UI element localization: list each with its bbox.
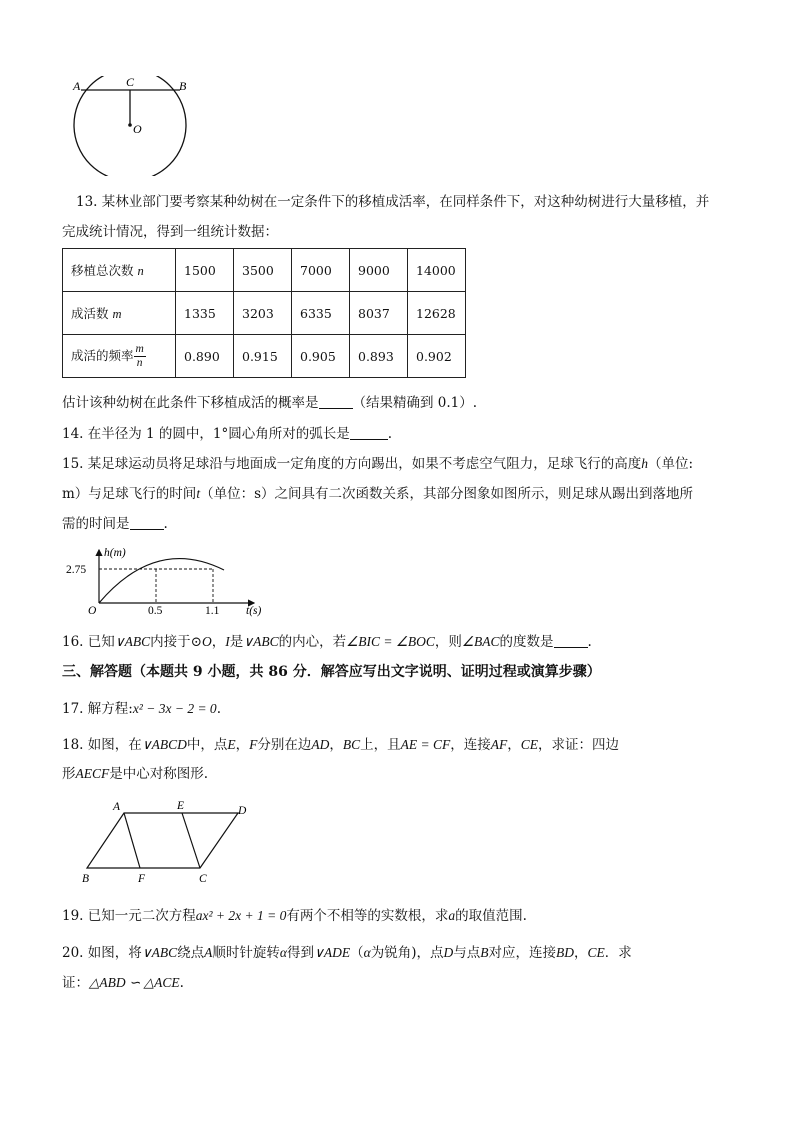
q18-text: 18. 如图，在	[62, 737, 142, 753]
q13-line2: 完成统计情况，得到一组统计数据：	[62, 224, 278, 240]
q20-text: ，	[574, 945, 588, 961]
q16-text: 的度数是	[499, 634, 554, 650]
q14-line	[62, 424, 392, 444]
q13-answer-note: （结果精确到 0.1）.	[352, 395, 478, 411]
stats-table	[62, 248, 466, 378]
q17-text: 17. 解方程:	[62, 701, 133, 717]
q20-text: 得到	[287, 945, 314, 961]
q18-text: ，连接	[450, 737, 491, 753]
table-cell: 0.890	[176, 335, 234, 378]
math: BC	[342, 737, 361, 752]
q15-end: .	[163, 516, 168, 532]
x-tick-label-1: 0.5	[148, 605, 163, 617]
math: △ABD ∽ △ACE	[89, 975, 180, 990]
origin-label: O	[88, 605, 97, 617]
q16-text: ，	[211, 634, 226, 650]
math: BD	[556, 945, 574, 960]
q15-text: 15. 某足球运动员将足球沿与地面成一定角度的方向踢出，如果不考虑空气阻力，足球飞行的高度	[62, 456, 642, 472]
q17-end: .	[216, 701, 221, 717]
label-b: B	[82, 873, 90, 885]
math: a	[448, 908, 456, 923]
equation: ax² + 2x + 1 = 0	[195, 908, 287, 923]
var-h: h	[641, 456, 649, 471]
row-label: 移植总次数	[71, 263, 134, 278]
q15-line1	[62, 454, 693, 474]
row-header	[63, 292, 176, 335]
table-row	[63, 292, 466, 335]
math: E	[227, 737, 236, 752]
q13-line1: 13. 某林业部门要考察某种幼树在一定条件下的移植成活率，在同样条件下，对这种幼树进行大量移植，并	[76, 194, 710, 210]
q16-end: .	[587, 634, 592, 650]
table-cell: 14000	[408, 249, 466, 292]
math: ∨ABC	[243, 634, 279, 649]
table-cell: 0.893	[350, 335, 408, 378]
parallelogram-abcd	[87, 813, 238, 868]
q15-text: 需的时间是	[62, 516, 130, 532]
y-tick-label: 2.75	[66, 564, 87, 576]
q17-line	[62, 699, 221, 719]
table-cell: 0.902	[408, 335, 466, 378]
frac-num: m	[135, 342, 144, 355]
center-dot	[128, 123, 132, 127]
q20-text: 20. 如图，将	[62, 945, 142, 961]
q18-text: 是中心对称图形.	[109, 766, 209, 782]
math: ∠BAC	[461, 634, 500, 649]
q18-text: 中，点	[186, 737, 228, 753]
q20-text: （	[350, 945, 364, 961]
answer-blank	[554, 633, 588, 648]
label-f: F	[138, 873, 146, 885]
q19-text: 有两个不相等的实数根，求	[286, 908, 449, 924]
table-row	[63, 335, 466, 378]
section-heading: 三、解答题（本题共 9 小题，共 86 分．解答应写出文字说明、证明过程或演算步骤）	[62, 664, 601, 680]
math: ∨ABC	[114, 634, 151, 649]
var-t: t	[196, 486, 201, 501]
math: ∨ABC	[141, 945, 178, 960]
math: O	[201, 634, 212, 649]
q18-text: ，	[329, 737, 343, 753]
math: D	[443, 945, 454, 960]
q20-text: 对应，连接	[488, 945, 556, 961]
parallelogram-figure	[78, 796, 258, 888]
table-cell: 1500	[176, 249, 234, 292]
q15-line3	[62, 514, 168, 534]
q13-answer-line	[62, 393, 477, 413]
circle-figure	[66, 76, 196, 176]
q18-text: ，	[235, 737, 250, 753]
math: AD	[311, 737, 330, 752]
y-axis-label: h(m)	[104, 547, 126, 559]
table-row	[63, 249, 466, 292]
parabola-graph	[64, 544, 274, 620]
answer-blank	[319, 394, 353, 409]
table-cell: 7000	[292, 249, 350, 292]
x-axis-label: t(s)	[246, 605, 262, 617]
q16-text: ，则	[434, 634, 462, 650]
q20-end: .	[179, 975, 184, 991]
label-b: B	[179, 79, 187, 93]
table-cell: 9000	[350, 249, 408, 292]
label-o: O	[133, 122, 142, 136]
math: F	[249, 737, 258, 752]
math: CE	[587, 945, 605, 960]
table-cell: 0.915	[234, 335, 292, 378]
q15-text: （单位：s）之间具有二次函数关系，其部分图象如图所示，则足球从踢出到落地所	[200, 486, 694, 502]
math: ∠BIC = ∠BOC	[346, 634, 435, 649]
table-cell: 3500	[234, 249, 292, 292]
q19-line	[62, 906, 527, 926]
q20-line1	[62, 943, 632, 963]
q15-text: m）与足球飞行的时间	[62, 486, 197, 502]
label-e: E	[177, 800, 185, 812]
math: A	[204, 945, 213, 960]
row-label: 成活数	[71, 306, 109, 321]
label-d: D	[238, 805, 247, 817]
q18-text: ，求证：四边	[538, 737, 620, 753]
q18-line2	[62, 764, 208, 784]
table-cell: 3203	[234, 292, 292, 335]
row-header	[63, 335, 176, 378]
label-c: C	[126, 76, 135, 89]
q15-line2	[62, 484, 693, 504]
q18-text: 分别在边	[257, 737, 312, 753]
q20-text: 绕点	[177, 945, 205, 961]
answer-blank	[130, 515, 164, 530]
q20-line2	[62, 973, 184, 993]
math: CE	[520, 737, 539, 752]
math: AECF	[75, 766, 110, 781]
math: α	[363, 945, 371, 960]
q13-answer-text: 估计该种幼树在此条件下移植成活的概率是	[62, 395, 319, 411]
q14-end: .	[387, 426, 393, 442]
q20-text: 顺时针旋转	[212, 945, 280, 961]
segment-ce	[182, 813, 200, 868]
q16-text: 16. 已知	[62, 634, 115, 650]
row-var: n	[137, 264, 144, 278]
q16-text: 内接于⊙	[150, 634, 202, 650]
q18-line1	[62, 735, 619, 755]
segment-af	[124, 813, 140, 868]
fraction-m-over-n	[134, 343, 146, 370]
q20-text: 为锐角)，点	[370, 945, 444, 961]
table-cell: 12628	[408, 292, 466, 335]
label-a: A	[73, 79, 81, 93]
math: α	[279, 945, 287, 960]
math: ∨ADE	[314, 945, 351, 960]
table-cell: 6335	[292, 292, 350, 335]
q16-line	[62, 632, 592, 652]
q20-text: 与点	[453, 945, 481, 961]
q19-text: 的取值范围.	[455, 908, 527, 924]
q20-text: ．求	[604, 945, 632, 961]
q20-text: 证：	[62, 975, 89, 991]
math: B	[480, 945, 489, 960]
equation: x² − 3x − 2 = 0	[132, 701, 217, 716]
label-a: A	[113, 801, 121, 813]
row-header	[63, 249, 176, 292]
math: AF	[490, 737, 508, 752]
row-label: 成活的频率	[71, 347, 134, 363]
q19-text: 19. 已知一元二次方程	[62, 908, 196, 924]
table-cell: 0.905	[292, 335, 350, 378]
q15-text: （单位:	[648, 456, 694, 472]
q14-text: 14. 在半径为 1 的圆中，1°圆心角所对的弧长是	[62, 426, 350, 442]
table-cell: 8037	[350, 292, 408, 335]
row-var: m	[112, 307, 122, 321]
q16-text: 的内心，若	[278, 634, 347, 650]
parabola-curve	[99, 559, 224, 603]
math: AE = CF	[400, 737, 451, 752]
frac-den: n	[136, 356, 143, 369]
x-tick-label-2: 1.1	[205, 605, 220, 617]
q18-text: 上，且	[360, 737, 401, 753]
answer-blank	[350, 425, 388, 440]
q16-text: 是	[229, 634, 244, 650]
label-c: C	[199, 873, 207, 885]
q18-text: 形	[62, 766, 76, 782]
math: I	[225, 634, 230, 649]
table-cell: 1335	[176, 292, 234, 335]
math: ∨ABCD	[141, 737, 187, 752]
q18-text: ，	[507, 737, 521, 753]
